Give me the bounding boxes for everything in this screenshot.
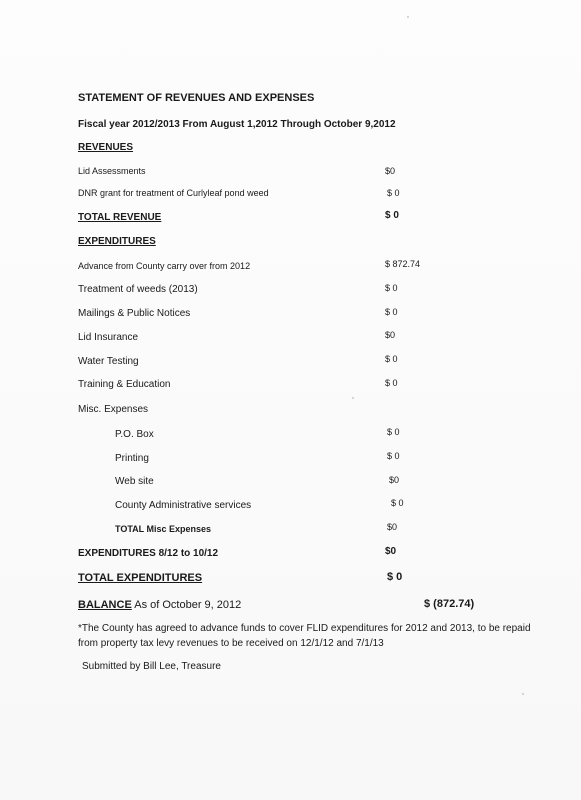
revenue-label-dnr-grant: DNR grant for treatment of Curlyleaf pond weed [78,188,269,198]
misc-label-printing: Printing [115,453,149,464]
misc-amount-po-box: $ 0 [387,427,400,437]
scan-speck [522,693,524,695]
revenue-label-lid-assessments: Lid Assessments [78,166,146,176]
misc-amount-county-admin: $ 0 [391,498,404,508]
total-misc-label: TOTAL Misc Expenses [115,524,212,534]
expense-label-training: Training & Education [78,379,171,390]
balance-as-of: As of October 9, 2012 [131,599,242,611]
expense-amount-treatment-of-weeds: $ 0 [385,283,398,293]
expense-label-treatment-of-weeds: Treatment of weeds (2013) [78,284,198,295]
submitted-by: Submitted by Bill Lee, Treasure [82,661,221,672]
expense-amount-lid-insurance: $0 [385,330,396,340]
expense-label-water-testing: Water Testing [78,356,139,367]
expense-amount-water-testing: $ 0 [385,354,398,364]
period-expenditures-amount: $0 [385,546,397,557]
revenue-amount-lid-assessments: $0 [385,166,396,176]
statement-title: STATEMENT OF REVENUES AND EXPENSES [78,92,315,104]
total-expenditures-label: TOTAL EXPENDITURES [78,572,203,584]
balance-label: BALANCE [78,599,132,611]
expenditures-heading: EXPENDITURES [78,236,156,247]
misc-label-po-box: P.O. Box [115,429,154,440]
expense-amount-training: $ 0 [385,378,398,388]
expense-label-mailings: Mailings & Public Notices [78,308,191,319]
total-expenditures-amount: $ 0 [387,571,403,583]
scan-speck [352,397,354,399]
fiscal-year-line: Fiscal year 2012/2013 From August 1,2012 Through October 9,2012 [78,119,396,130]
misc-label-web-site: Web site [115,476,154,487]
expense-amount-mailings: $ 0 [385,307,398,317]
total-revenue-amount: $ 0 [385,210,399,221]
misc-label-county-admin: County Administrative services [115,500,252,511]
revenues-heading: REVENUES [78,142,134,153]
expense-label-lid-insurance: Lid Insurance [78,332,139,343]
misc-expenses-label: Misc. Expenses [78,404,149,415]
misc-amount-printing: $ 0 [387,451,400,461]
total-misc-amount: $0 [387,522,398,532]
total-revenue-label: TOTAL REVENUE [78,212,162,223]
balance-amount: $ (872.74) [424,598,475,610]
period-expenditures-label: EXPENDITURES 8/12 to 10/12 [78,548,219,559]
scan-speck [407,16,409,18]
county-advance-footnote: *The County has agreed to advance funds to cover FLID expenditures for 2012 and 2013, to be repaid from property tax levy revenues to be received on 12/1/12 and 7/1/13 [78,623,531,649]
expense-amount-county-advance: $ 872.74 [385,259,421,269]
expense-label-county-advance: Advance from County carry over from 2012 [78,261,251,271]
misc-amount-web-site: $0 [389,475,400,485]
revenue-amount-dnr-grant: $ 0 [387,188,400,198]
balance-line [78,600,241,611]
